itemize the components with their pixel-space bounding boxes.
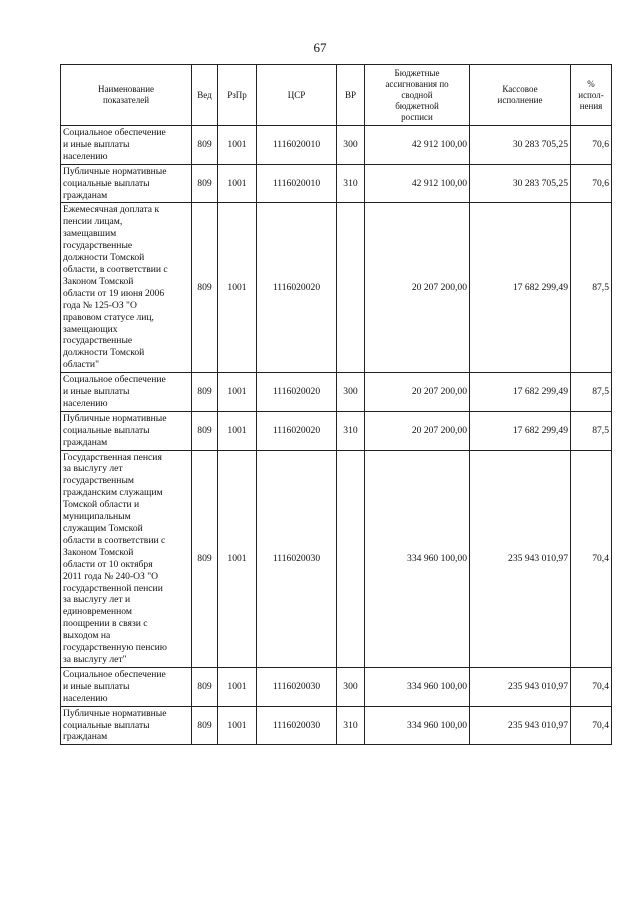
row-name: Публичные нормативные социальные выплаты гражданам — [61, 411, 192, 450]
row-budget: 334 960 100,00 — [365, 450, 470, 667]
table-row — [61, 126, 612, 165]
header-budget: Бюджетные ассигнования по сводной бюджетной росписи — [365, 65, 470, 126]
row-rzpr: 1001 — [218, 706, 257, 745]
row-rzpr: 1001 — [218, 411, 257, 450]
row-ved: 809 — [192, 667, 218, 706]
row-csr: 1116020020 — [257, 373, 337, 412]
budget-execution-table — [60, 64, 612, 745]
row-vr — [337, 203, 365, 373]
row-name: Социальное обеспечение и иные выплаты населению — [61, 667, 192, 706]
row-percent: 70,6 — [571, 126, 612, 165]
row-ved: 809 — [192, 373, 218, 412]
row-name: Ежемесячная доплата к пенсии лицам, замещавшим государственные должности Томской области, в соответствии с Законом Томской области от 19 июня 2006 года № 125-ОЗ "О правовом статусе лиц, замещающих государственные должности Томской области" — [61, 203, 192, 373]
table-row — [61, 667, 612, 706]
row-ved: 809 — [192, 706, 218, 745]
row-cash: 235 943 010,97 — [470, 667, 571, 706]
row-cash: 17 682 299,49 — [470, 373, 571, 412]
row-rzpr: 1001 — [218, 450, 257, 667]
row-rzpr: 1001 — [218, 373, 257, 412]
row-budget: 334 960 100,00 — [365, 706, 470, 745]
row-cash: 17 682 299,49 — [470, 203, 571, 373]
table-row — [61, 706, 612, 745]
row-percent: 70,6 — [571, 164, 612, 203]
row-percent: 87,5 — [571, 411, 612, 450]
row-percent: 70,4 — [571, 450, 612, 667]
header-percent: % испол- нения — [571, 65, 612, 126]
header-cash: Кассовое исполнение — [470, 65, 571, 126]
row-cash: 17 682 299,49 — [470, 411, 571, 450]
table-row — [61, 164, 612, 203]
row-csr: 1116020010 — [257, 126, 337, 165]
row-csr: 1116020020 — [257, 203, 337, 373]
row-vr: 300 — [337, 373, 365, 412]
row-budget: 20 207 200,00 — [365, 203, 470, 373]
row-cash: 30 283 705,25 — [470, 126, 571, 165]
row-ved: 809 — [192, 126, 218, 165]
table-row — [61, 203, 612, 373]
row-rzpr: 1001 — [218, 203, 257, 373]
row-budget: 42 912 100,00 — [365, 164, 470, 203]
page-number: 67 — [313, 40, 327, 55]
row-rzpr: 1001 — [218, 126, 257, 165]
table-header-row — [61, 65, 612, 126]
table-row — [61, 411, 612, 450]
row-ved: 809 — [192, 203, 218, 373]
header-vr: ВР — [337, 65, 365, 126]
row-budget: 20 207 200,00 — [365, 411, 470, 450]
row-percent: 70,4 — [571, 667, 612, 706]
header-name: Наименование показателей — [61, 65, 192, 126]
row-csr: 1116020030 — [257, 450, 337, 667]
header-csr: ЦСР — [257, 65, 337, 126]
row-name: Социальное обеспечение и иные выплаты населению — [61, 373, 192, 412]
row-vr: 310 — [337, 706, 365, 745]
row-csr: 1116020010 — [257, 164, 337, 203]
row-cash: 235 943 010,97 — [470, 450, 571, 667]
row-vr: 300 — [337, 667, 365, 706]
table-row — [61, 450, 612, 667]
row-cash: 235 943 010,97 — [470, 706, 571, 745]
header-rzpr: РзПр — [218, 65, 257, 126]
row-vr — [337, 450, 365, 667]
row-rzpr: 1001 — [218, 164, 257, 203]
table-row — [61, 373, 612, 412]
row-name: Публичные нормативные социальные выплаты гражданам — [61, 164, 192, 203]
row-csr: 1116020020 — [257, 411, 337, 450]
row-percent: 87,5 — [571, 373, 612, 412]
row-budget: 334 960 100,00 — [365, 667, 470, 706]
row-name: Социальное обеспечение и иные выплаты населению — [61, 126, 192, 165]
row-csr: 1116020030 — [257, 667, 337, 706]
header-ved: Вед — [192, 65, 218, 126]
row-cash: 30 283 705,25 — [470, 164, 571, 203]
row-ved: 809 — [192, 164, 218, 203]
row-vr: 310 — [337, 411, 365, 450]
row-budget: 42 912 100,00 — [365, 126, 470, 165]
row-name: Публичные нормативные социальные выплаты гражданам — [61, 706, 192, 745]
row-vr: 300 — [337, 126, 365, 165]
row-vr: 310 — [337, 164, 365, 203]
row-percent: 70,4 — [571, 706, 612, 745]
row-rzpr: 1001 — [218, 667, 257, 706]
row-ved: 809 — [192, 450, 218, 667]
row-percent: 87,5 — [571, 203, 612, 373]
row-budget: 20 207 200,00 — [365, 373, 470, 412]
row-csr: 1116020030 — [257, 706, 337, 745]
row-name: Государственная пенсия за выслугу лет государственным гражданским служащим Томской области и муниципальным служащим Томской области в соответствии с Законом Томской области от 10 октября 2011 года № 240-ОЗ "О государственной пенсии за выслугу лет и единовременном поощрении в связи с выходом на государственную пенсию за выслугу лет" — [61, 450, 192, 667]
row-ved: 809 — [192, 411, 218, 450]
